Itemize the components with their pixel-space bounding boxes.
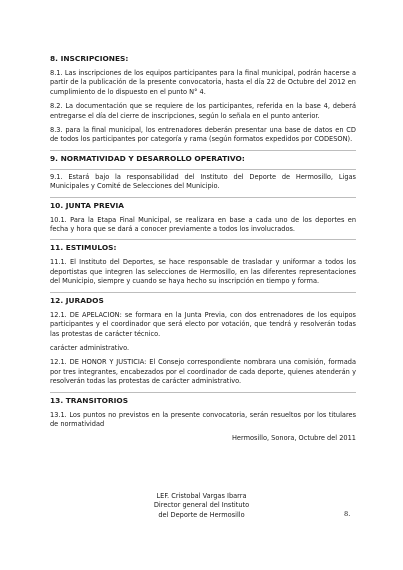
paragraph-12-1-honor: 12.1. DE HONOR Y JUSTICIA: El Consejo correspondiente nombrara una comisión, formada por tres integrantes, encabezados por el coordinador de cada deporte, quienes atenderán y resolverán todas las protestas de carácter administrativo. (50, 358, 356, 386)
document-page (50, 54, 356, 444)
section-divider (50, 392, 356, 393)
paragraph-8-3: 8.3. para la final municipal, los entrenadores deberán presentar una base de datos en CD de todos los participantes por categoría y rama (según formatos expedidos por CODESON). (50, 126, 356, 144)
paragraph-13-1: 13.1. Los puntos no previstos en la presente convocatoria, serán resueltos por los titulares de normatividad (50, 410, 356, 428)
place-date: Hermosillo, Sonora, Octubre del 2011 (231, 434, 356, 443)
paragraph-fragment: carácter administrativo. (50, 343, 130, 352)
signature-block (0, 492, 403, 520)
section-heading-inscripciones: 8. INSCRIPCIONES: (50, 54, 129, 63)
paragraph-12-1-apelacion: 12.1. DE APELACION: se formara en la Junta Previa, con dos entrenadores de los equipos participantes y el coordinador que será electo por votación, que tendrá y resolverán todas las protestas de carácter técnico. (50, 310, 356, 338)
section-heading-normatividad: 9. NORMATIVIDAD Y DESARROLLO OPERATIVO: (50, 153, 245, 163)
section-divider (50, 239, 356, 240)
paragraph-11-1: 11.1. El Instituto del Deportes, se hace responsable de trasladar y uniformar a todos los deportistas que integren las selecciones de Hermosillo, en las diferentes representaciones del Municipio, siempre y cuando se haya hecho su inscripción en tiempo y forma. (50, 258, 356, 286)
section-heading-transitorios: 13. TRANSITORIOS (50, 395, 129, 405)
signature-name: LEF. Cristobal Vargas Ibarra (156, 492, 247, 500)
paragraph-10-1: 10.1. Para la Etapa Final Municipal, se realizara en base a cada uno de los deportes en fecha y hora que se dará a conocer previamente a todos los involucrados. (50, 215, 356, 234)
paragraph-9-1: 9.1. Estará bajo la responsabilidad del Instituto del Deporte de Hermosillo, Ligas Municipales y Comité de Selecciones del Municipio. (50, 172, 356, 191)
section-heading-estimulos: 11. ESTIMULOS: (50, 243, 117, 253)
paragraph-8-1: 8.1. Las inscripciones de los equipos participantes para la final municipal, podrán hacerse a partir de la publicación de la presente convocatoria, hasta el día 22 de Octubre del 2012 en cumplimiento de lo dispuesto en el punto N° 4. (50, 69, 356, 96)
paragraph-8-2: 8.2. La documentación que se requiere de los participantes, referida en la base 4, deberá entregarse el día del cierre de inscripciones, según lo señala en el punto anterior. (50, 102, 356, 120)
page-number: 8. (344, 510, 351, 518)
signature-title: Director general del Instituto (153, 501, 250, 510)
section-heading-jurados: 12. JURADOS (50, 295, 104, 305)
section-divider (50, 292, 356, 293)
section-heading-junta-previa: 10. JUNTA PREVIA (50, 200, 125, 210)
section-divider (50, 197, 356, 198)
section-divider (50, 150, 356, 151)
section-divider (50, 169, 356, 170)
signature-organization: del Deporte de Hermosillo (158, 510, 245, 519)
